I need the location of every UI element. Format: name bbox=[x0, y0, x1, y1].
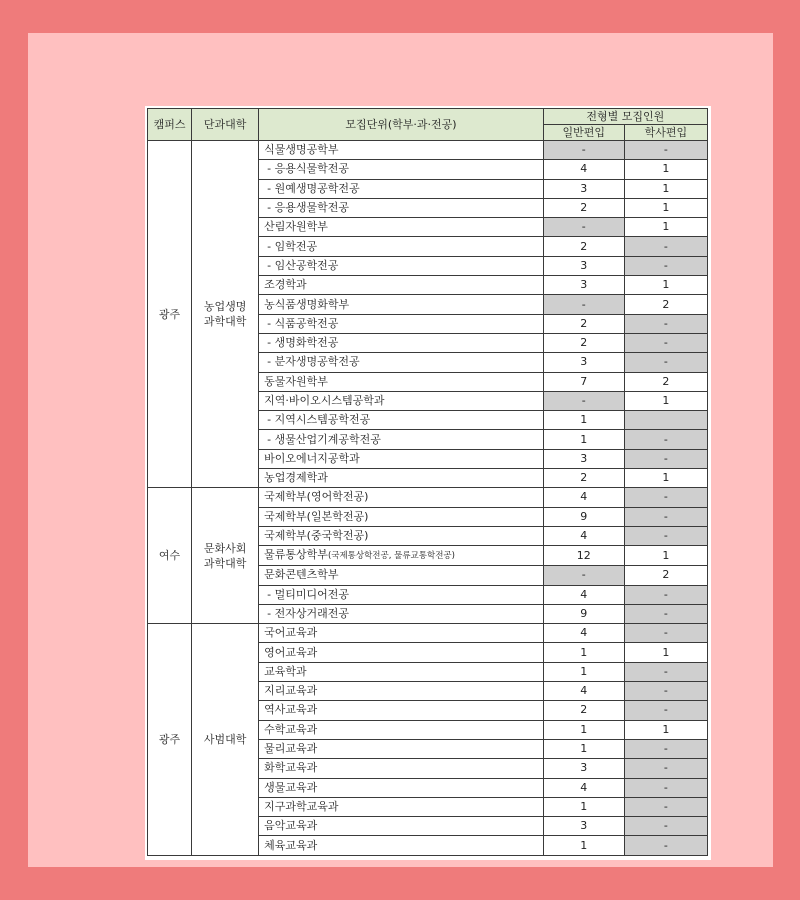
unit-cell bbox=[259, 624, 544, 643]
unit-label: - 임학전공 bbox=[267, 239, 318, 253]
unit-cell bbox=[259, 604, 544, 623]
general-transfer-cell: 4 bbox=[543, 526, 624, 545]
bachelor-transfer-cell: 1 bbox=[624, 469, 707, 488]
unit-label: 생물교육과 bbox=[264, 780, 318, 794]
unit-cell bbox=[259, 141, 544, 160]
unit-label: 국제학부(영어학전공) bbox=[264, 490, 369, 504]
general-transfer-cell: - bbox=[543, 295, 624, 314]
college-cell: 문화사회 과학대학 bbox=[192, 488, 259, 624]
general-transfer-cell: 2 bbox=[543, 333, 624, 352]
unit-label: 농업경제학과 bbox=[264, 471, 328, 485]
unit-label: - 원예생명공학전공 bbox=[267, 181, 360, 195]
unit-label: 교육학과 bbox=[264, 664, 307, 678]
unit-cell bbox=[259, 198, 544, 217]
inner-frame bbox=[28, 33, 773, 867]
general-transfer-cell: 4 bbox=[543, 585, 624, 604]
general-transfer-cell: 4 bbox=[543, 160, 624, 179]
unit-cell bbox=[259, 256, 544, 275]
bachelor-transfer-cell: - bbox=[624, 604, 707, 623]
unit-label: - 전자상거래전공 bbox=[267, 606, 350, 620]
bachelor-transfer-cell: 1 bbox=[624, 546, 707, 566]
general-transfer-cell: - bbox=[543, 391, 624, 410]
general-transfer-cell: - bbox=[543, 141, 624, 160]
bachelor-transfer-cell: 1 bbox=[624, 160, 707, 179]
header-bachelor-transfer: 학사편입 bbox=[624, 125, 707, 141]
unit-cell bbox=[259, 391, 544, 410]
bachelor-transfer-cell: 1 bbox=[624, 391, 707, 410]
unit-label: 식물생명공학부 bbox=[264, 143, 339, 157]
general-transfer-cell: 1 bbox=[543, 643, 624, 662]
general-transfer-cell: 2 bbox=[543, 701, 624, 720]
unit-label: - 지역시스템공학전공 bbox=[267, 413, 371, 427]
bachelor-transfer-cell: - bbox=[624, 797, 707, 816]
header-college: 단과대학 bbox=[192, 109, 259, 141]
general-transfer-cell: 2 bbox=[543, 237, 624, 256]
bachelor-transfer-cell: - bbox=[624, 682, 707, 701]
general-transfer-cell: 1 bbox=[543, 411, 624, 430]
unit-label: - 식품공학전공 bbox=[267, 316, 339, 330]
general-transfer-cell: 9 bbox=[543, 604, 624, 623]
unit-cell bbox=[259, 739, 544, 758]
bachelor-transfer-cell: 1 bbox=[624, 179, 707, 198]
unit-cell bbox=[259, 295, 544, 314]
unit-cell bbox=[259, 372, 544, 391]
bachelor-transfer-cell: - bbox=[624, 507, 707, 526]
unit-cell bbox=[259, 430, 544, 449]
unit-label: - 생명화학전공 bbox=[267, 336, 339, 350]
unit-label: 문화콘텐츠학부 bbox=[264, 568, 339, 582]
bachelor-transfer-cell: - bbox=[624, 662, 707, 681]
unit-note: (국제통상학전공, 물류교통학전공) bbox=[327, 551, 455, 562]
college-cell: 농업생명 과학대학 bbox=[192, 141, 259, 488]
unit-label: 국제학부(일본학전공) bbox=[264, 509, 369, 523]
general-transfer-cell: 3 bbox=[543, 353, 624, 372]
bachelor-transfer-cell: - bbox=[624, 585, 707, 604]
general-transfer-cell: 1 bbox=[543, 836, 624, 855]
general-transfer-cell: 3 bbox=[543, 449, 624, 468]
unit-label: 영어교육과 bbox=[264, 645, 318, 659]
unit-label: 바이오에너지공학과 bbox=[264, 451, 360, 465]
campus-cell: 여수 bbox=[148, 488, 192, 624]
unit-cell bbox=[259, 759, 544, 778]
unit-label: 조경학과 bbox=[264, 278, 307, 292]
header-unit: 모집단위(학부·과·전공) bbox=[259, 109, 544, 141]
table-row bbox=[148, 488, 708, 507]
general-transfer-cell: 3 bbox=[543, 817, 624, 836]
bachelor-transfer-cell: - bbox=[624, 817, 707, 836]
unit-label: 체육교육과 bbox=[264, 838, 318, 852]
general-transfer-cell: 3 bbox=[543, 276, 624, 295]
bachelor-transfer-cell: - bbox=[624, 836, 707, 855]
unit-cell bbox=[259, 160, 544, 179]
unit-label: 동물자원학부 bbox=[264, 374, 328, 388]
unit-cell bbox=[259, 469, 544, 488]
general-transfer-cell: 3 bbox=[543, 759, 624, 778]
unit-label: - 응용식물학전공 bbox=[267, 162, 350, 176]
bachelor-transfer-cell: 1 bbox=[624, 198, 707, 217]
unit-label: 수학교육과 bbox=[264, 722, 318, 736]
unit-cell bbox=[259, 797, 544, 816]
campus-cell: 광주 bbox=[148, 141, 192, 488]
unit-cell bbox=[259, 526, 544, 545]
unit-label: 역사교육과 bbox=[264, 703, 318, 717]
bachelor-transfer-cell: 2 bbox=[624, 295, 707, 314]
unit-cell bbox=[259, 411, 544, 430]
bachelor-transfer-cell: - bbox=[624, 449, 707, 468]
unit-label: 물리교육과 bbox=[264, 742, 318, 756]
bachelor-transfer-cell: - bbox=[624, 314, 707, 333]
unit-label: 화학교육과 bbox=[264, 761, 318, 775]
bachelor-transfer-cell: 2 bbox=[624, 372, 707, 391]
general-transfer-cell: 2 bbox=[543, 198, 624, 217]
unit-label: 지구과학교육과 bbox=[264, 799, 339, 813]
bachelor-transfer-cell: - bbox=[624, 739, 707, 758]
bachelor-transfer-cell: - bbox=[624, 256, 707, 275]
unit-cell bbox=[259, 682, 544, 701]
unit-label: 산림자원학부 bbox=[264, 220, 328, 234]
unit-cell bbox=[259, 720, 544, 739]
general-transfer-cell: - bbox=[543, 566, 624, 585]
unit-label: 지리교육과 bbox=[264, 684, 318, 698]
general-transfer-cell: 4 bbox=[543, 488, 624, 507]
bachelor-transfer-cell bbox=[624, 411, 707, 430]
unit-cell bbox=[259, 353, 544, 372]
general-transfer-cell: 4 bbox=[543, 682, 624, 701]
unit-cell bbox=[259, 836, 544, 855]
unit-cell bbox=[259, 314, 544, 333]
unit-cell bbox=[259, 701, 544, 720]
table-row bbox=[148, 624, 708, 643]
bachelor-transfer-cell: 1 bbox=[624, 218, 707, 237]
general-transfer-cell: 1 bbox=[543, 797, 624, 816]
unit-cell bbox=[259, 643, 544, 662]
unit-label: 지역·바이오시스템공학과 bbox=[264, 394, 385, 407]
unit-cell bbox=[259, 218, 544, 237]
unit-label: - 분자생명공학전공 bbox=[267, 355, 360, 369]
header-campus: 캠퍼스 bbox=[148, 109, 192, 141]
unit-cell bbox=[259, 237, 544, 256]
bachelor-transfer-cell: 1 bbox=[624, 720, 707, 739]
unit-cell bbox=[259, 585, 544, 604]
unit-label: - 응용생물학전공 bbox=[267, 201, 350, 215]
unit-label: - 멀티미디어전공 bbox=[267, 587, 350, 601]
unit-label: 농식품생명화학부 bbox=[264, 297, 350, 311]
campus-cell: 광주 bbox=[148, 624, 192, 856]
header-general-transfer: 일반편입 bbox=[543, 125, 624, 141]
header-quota-group: 전형별 모집인원 bbox=[543, 109, 707, 125]
unit-cell bbox=[259, 333, 544, 352]
unit-label: 물류통상학부 bbox=[264, 548, 328, 562]
table-row bbox=[148, 141, 708, 160]
unit-label: 국어교육과 bbox=[264, 626, 318, 640]
unit-cell bbox=[259, 449, 544, 468]
bachelor-transfer-cell: - bbox=[624, 488, 707, 507]
unit-label: 국제학부(중국학전공) bbox=[264, 529, 369, 543]
bachelor-transfer-cell: - bbox=[624, 778, 707, 797]
general-transfer-cell: 1 bbox=[543, 739, 624, 758]
unit-cell bbox=[259, 778, 544, 797]
admission-quota-table bbox=[147, 108, 708, 856]
bachelor-transfer-cell: - bbox=[624, 759, 707, 778]
unit-label: 음악교육과 bbox=[264, 819, 318, 833]
general-transfer-cell: 4 bbox=[543, 778, 624, 797]
general-transfer-cell: 12 bbox=[543, 546, 624, 566]
bachelor-transfer-cell: - bbox=[624, 333, 707, 352]
unit-cell bbox=[259, 662, 544, 681]
bachelor-transfer-cell: - bbox=[624, 526, 707, 545]
unit-cell bbox=[259, 817, 544, 836]
bachelor-transfer-cell: - bbox=[624, 701, 707, 720]
college-cell: 사범대학 bbox=[192, 624, 259, 856]
document-sheet bbox=[145, 106, 711, 860]
unit-cell bbox=[259, 276, 544, 295]
general-transfer-cell: 1 bbox=[543, 430, 624, 449]
bachelor-transfer-cell: - bbox=[624, 353, 707, 372]
unit-label: - 생물산업기계공학전공 bbox=[267, 432, 381, 446]
general-transfer-cell: 7 bbox=[543, 372, 624, 391]
unit-cell bbox=[259, 488, 544, 507]
general-transfer-cell: 2 bbox=[543, 314, 624, 333]
bachelor-transfer-cell: - bbox=[624, 624, 707, 643]
bachelor-transfer-cell: - bbox=[624, 430, 707, 449]
unit-cell bbox=[259, 566, 544, 585]
bachelor-transfer-cell: 1 bbox=[624, 276, 707, 295]
bachelor-transfer-cell: - bbox=[624, 237, 707, 256]
unit-cell bbox=[259, 179, 544, 198]
general-transfer-cell: 1 bbox=[543, 662, 624, 681]
general-transfer-cell: 4 bbox=[543, 624, 624, 643]
general-transfer-cell: 2 bbox=[543, 469, 624, 488]
general-transfer-cell: 3 bbox=[543, 179, 624, 198]
unit-label: - 임산공학전공 bbox=[267, 258, 339, 272]
unit-cell bbox=[259, 507, 544, 526]
general-transfer-cell: 3 bbox=[543, 256, 624, 275]
general-transfer-cell: - bbox=[543, 218, 624, 237]
general-transfer-cell: 1 bbox=[543, 720, 624, 739]
general-transfer-cell: 9 bbox=[543, 507, 624, 526]
bachelor-transfer-cell: 2 bbox=[624, 566, 707, 585]
bachelor-transfer-cell: - bbox=[624, 141, 707, 160]
bachelor-transfer-cell: 1 bbox=[624, 643, 707, 662]
unit-cell bbox=[259, 546, 544, 566]
